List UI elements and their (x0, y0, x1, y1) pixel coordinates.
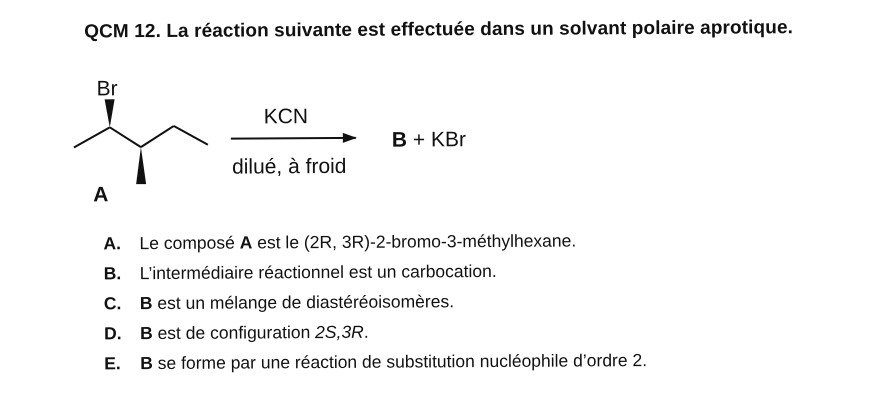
option-text (140, 321, 369, 344)
option-text-part: Le composé (139, 232, 240, 254)
bond-c1-c2 (74, 127, 110, 147)
reaction-arrow-head (343, 133, 357, 143)
option-text (140, 349, 647, 374)
byproduct-kbr: KBr (430, 128, 467, 152)
compound-ref: B (139, 323, 153, 344)
answer-options (103, 230, 648, 382)
bond-c3-c4 (141, 126, 174, 147)
structure-drawing (60, 57, 561, 220)
question-title: QCM 12. La réaction suivante est effectuée dans un solvant polaire aprotique. (84, 17, 794, 43)
bond-c4-c5 (174, 126, 208, 145)
wedge-bond-br (105, 99, 115, 127)
option-text-part: est un mélange de diastéréoisomères. (152, 291, 455, 314)
reaction-arrow-shaft (231, 138, 356, 139)
option-text-part: se forme par une réaction de substitution nucléophile d’ordre 2. (152, 350, 648, 374)
option-text-part: . (363, 321, 369, 342)
compound-ref: A (239, 232, 253, 253)
option-text (140, 290, 454, 314)
option-text-part: est le (2R, 3R)-2-bromo-3-méthylhexane. (252, 230, 577, 253)
configuration: 2S,3R (315, 321, 364, 343)
plus-sign: + (406, 128, 432, 152)
compound-a-label: A (93, 183, 109, 207)
option-letter: E. (104, 353, 121, 374)
compound-ref: B (139, 293, 153, 314)
compound-ref: B (140, 353, 153, 374)
bond-c2-c3 (110, 127, 141, 147)
product-b: B (391, 128, 408, 152)
option-text-part: est de configuration (152, 322, 316, 344)
option-letter: C. (103, 293, 122, 314)
option-letter: A. (103, 233, 122, 254)
products-label (392, 128, 466, 152)
option-text (139, 229, 576, 254)
bromine-label: Br (96, 77, 118, 101)
option-letter: B. (103, 263, 122, 284)
option-text: L’intermédiaire réactionnel est un carbocation. (139, 260, 497, 284)
reaction-scheme (60, 57, 561, 220)
reagent-label: KCN (263, 105, 309, 129)
option-letter: D. (103, 323, 122, 344)
conditions-label: dilué, à froid (231, 154, 347, 179)
wedge-bond-methyl (136, 147, 146, 184)
